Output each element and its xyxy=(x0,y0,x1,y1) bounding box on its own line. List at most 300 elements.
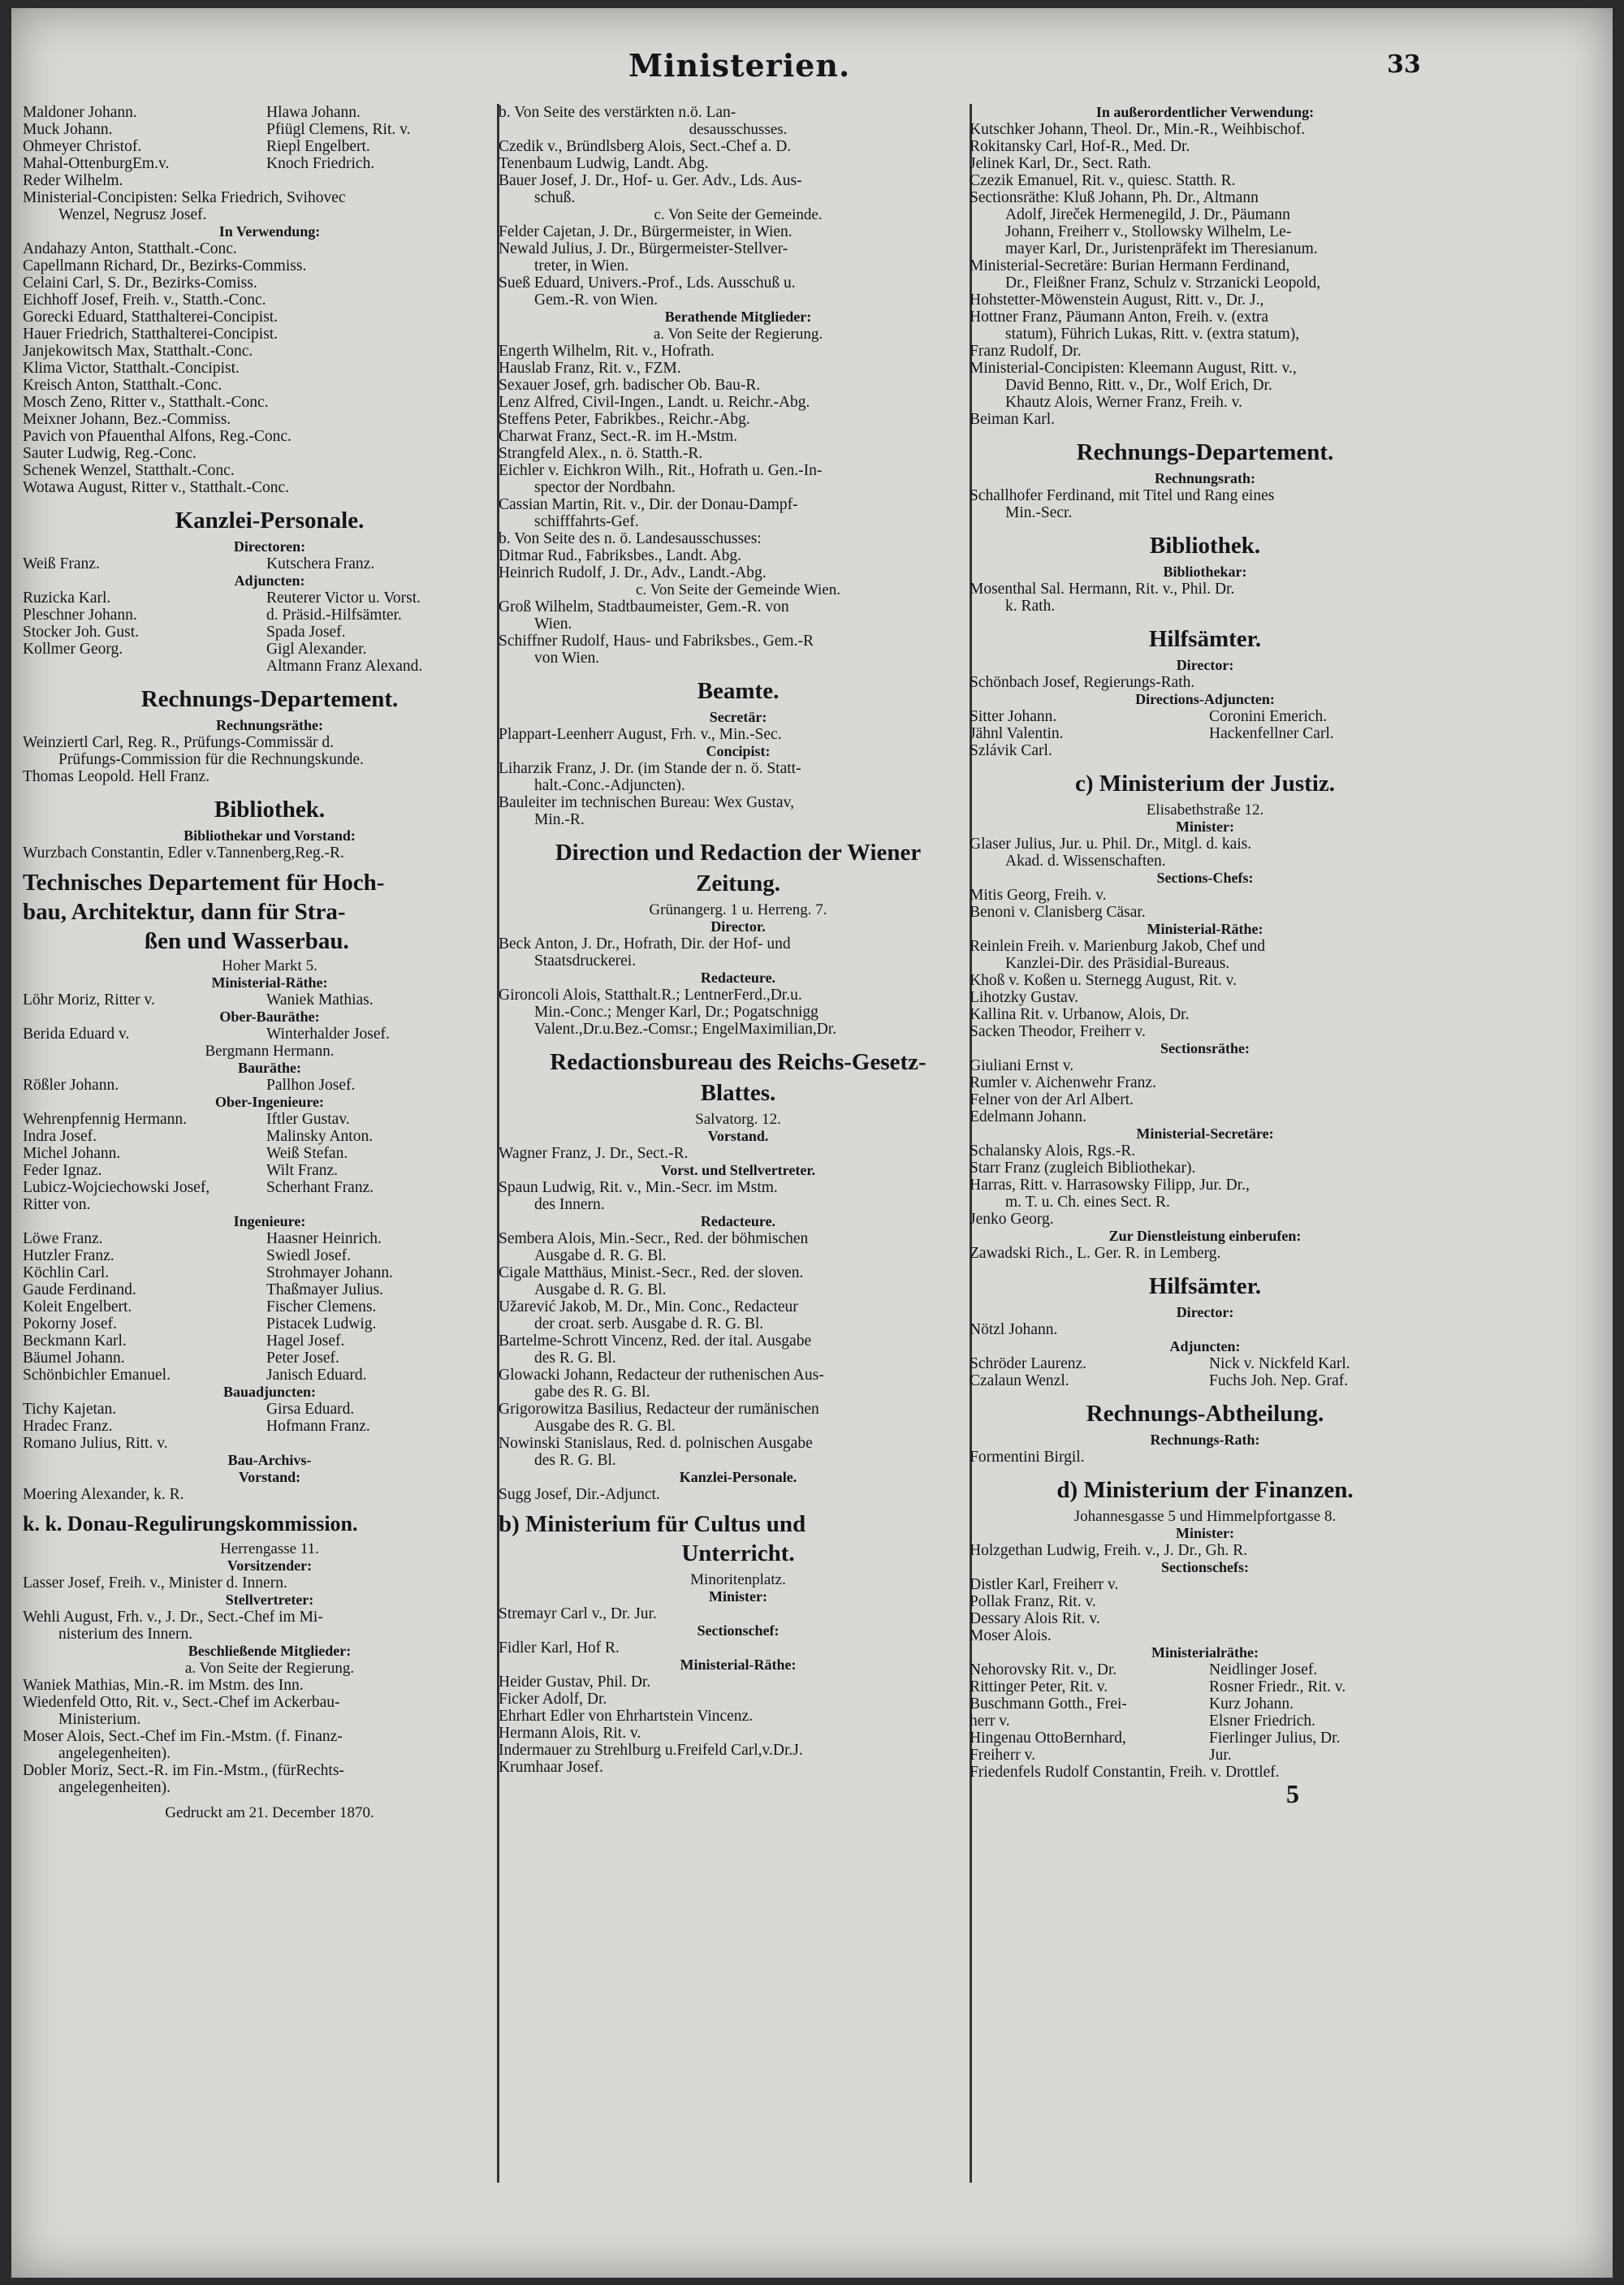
section-heading: Hilfsämter. xyxy=(1148,626,1262,652)
page-header xyxy=(11,47,1613,96)
list-item-entry: Swiedl Josef. xyxy=(266,1247,351,1264)
list-item-entry: Thaßmayer Julius. xyxy=(266,1281,384,1298)
list-item-entry: Reder Wilhelm. xyxy=(23,172,123,189)
list-item: David Benno, Ritt. v., Dr., Wolf Erich, Dr. xyxy=(1005,377,1272,394)
list-item-entry: Pleschner Johann. xyxy=(23,607,137,624)
list-item: Moering Alexander, k. R. xyxy=(23,1486,184,1503)
list-item xyxy=(23,1367,516,1384)
section-heading: Bibliothek. xyxy=(214,797,326,823)
section-subheading: Ministerial-Räthe: xyxy=(1147,921,1263,937)
list-item-entry: Altmann Franz Alexand. xyxy=(266,658,423,675)
list-item: Ministerial-Concipisten: Selka Friedrich, Svihovec xyxy=(23,189,346,206)
section-subheading: Adjuncten: xyxy=(1169,1338,1241,1354)
list-item xyxy=(970,708,1440,725)
list-item xyxy=(23,555,516,572)
list-item: Adolf, Jireček Hermenegild, J. Dr., Päumann xyxy=(1005,206,1290,223)
list-item: des R. G. Bl. xyxy=(534,1452,616,1469)
list-item: Distler Karl, Freiherr v. xyxy=(970,1576,1119,1593)
list-item-entry: Strohmayer Johann. xyxy=(266,1264,393,1281)
list-item: Kreisch Anton, Statthalt.-Conc. xyxy=(23,377,222,394)
section-subheading: Minister: xyxy=(1176,819,1234,835)
list-item-entry: Riepl Engelbert. xyxy=(266,138,370,155)
list-item: Wurzbach Constantin, Edler v.Tannenberg,Reg.-R. xyxy=(23,844,344,862)
list-item-entry: Pallhon Josef. xyxy=(266,1077,356,1094)
list-item: Plappart-Leenherr August, Frh. v., Min.-Sec. xyxy=(499,726,782,743)
list-item xyxy=(23,991,516,1009)
section-subheading: Redacteure. xyxy=(700,1213,776,1229)
list-item xyxy=(970,1730,1440,1747)
list-item: Sexauer Josef, grh. badischer Ob. Bau-R. xyxy=(499,377,761,394)
section-subheading: Directoren: xyxy=(233,538,306,555)
section-subheading: Sectionschefs: xyxy=(1161,1559,1249,1575)
list-item: Thomas Leopold. Hell Franz. xyxy=(23,768,210,785)
section-heading: Zeitung. xyxy=(696,870,780,896)
list-item xyxy=(23,1401,516,1418)
section-subheading: Bauadjuncten: xyxy=(222,1384,317,1400)
list-item: Grigorowitza Basilius, Redacteur der rumänischen xyxy=(499,1401,819,1418)
list-item: Pollak Franz, Rit. v. xyxy=(970,1593,1096,1610)
list-item-entry: Gaude Ferdinand. xyxy=(23,1281,136,1298)
list-item: Wehli August, Frh. v., J. Dr., Sect.-Chef im Mi- xyxy=(23,1609,323,1626)
list-item: Schalansky Alois, Rgs.-R. xyxy=(970,1142,1136,1160)
section-heading: Unterricht. xyxy=(681,1540,795,1566)
list-item: treter, in Wien. xyxy=(534,257,629,274)
list-item-entry: Freiherr v. xyxy=(970,1747,1036,1764)
section-subheading: Ministerialräthe: xyxy=(1151,1644,1259,1661)
list-item-entry: Coronini Emerich. xyxy=(1209,708,1328,725)
list-item xyxy=(970,725,1440,742)
list-item-entry: Muck Johann. xyxy=(23,121,113,138)
list-item: Prüfungs-Commission für die Rechnungskunde. xyxy=(58,751,364,768)
list-item-entry: Hingenau OttoBernhard, xyxy=(970,1730,1126,1747)
list-item: Gorecki Eduard, Statthalterei-Concipist. xyxy=(23,309,279,326)
list-item: Starr Franz (zugleich Bibliothekar). xyxy=(970,1160,1196,1177)
section-subheading: Concipist: xyxy=(706,743,771,759)
list-item: Wagner Franz, J. Dr., Sect.-R. xyxy=(499,1145,689,1162)
section-subheading: b. Von Seite des verstärkten n.ö. Lan- xyxy=(499,104,736,121)
list-item: Ditmar Rud., Fabriksbes., Landt. Abg. xyxy=(499,547,741,564)
list-item-entry: Jähnl Valentin. xyxy=(970,725,1064,742)
list-item xyxy=(23,155,516,172)
list-item: Dr., Fleißner Franz, Schulz v. Strzanicki Leopold, xyxy=(1005,274,1321,292)
list-item: Heinrich Rudolf, J. Dr., Adv., Landt.-Abg. xyxy=(499,564,767,581)
list-item: Užarević Jakob, M. Dr., Min. Conc., Redacteur xyxy=(499,1298,798,1315)
list-item xyxy=(23,1333,516,1350)
section-heading: ßen und Wasserbau. xyxy=(145,928,349,954)
list-item xyxy=(23,121,516,138)
list-item: Czezik Emanuel, Rit. v., quiesc. Statth. R. xyxy=(970,172,1236,189)
list-item-entry: Hradec Franz. xyxy=(23,1418,113,1435)
list-item: Krumhaar Josef. xyxy=(499,1759,603,1776)
list-item: Lenz Alfred, Civil-Ingen., Landt. u. Reichr.-Abg. xyxy=(499,394,810,411)
list-item xyxy=(23,1298,516,1315)
list-item: nisterium des Innern. xyxy=(58,1626,193,1643)
list-item-entry: Janisch Eduard. xyxy=(266,1367,367,1384)
list-item: Liharzik Franz, J. Dr. (im Stande der n. ö. Statt- xyxy=(499,760,801,777)
list-item: Sueß Eduard, Univers.-Prof., Lds. Ausschuß u. xyxy=(499,274,796,292)
list-item: Ministerium. xyxy=(58,1711,141,1728)
list-item xyxy=(23,1026,516,1043)
list-item: Wien. xyxy=(534,616,572,633)
list-item-entry: Nehorovsky Rit. v., Dr. xyxy=(970,1661,1117,1678)
list-item-entry: Koleit Engelbert. xyxy=(23,1298,132,1315)
list-item-entry: Romano Julius, Ritt. v. xyxy=(23,1435,168,1452)
section-heading: k. k. Donau-Regulirungskommission. xyxy=(23,1512,358,1536)
document-page xyxy=(11,8,1613,2278)
list-item-entry: Buschmann Gotth., Frei- xyxy=(970,1695,1127,1713)
list-item: Wiedenfeld Otto, Rit. v., Sect.-Chef im Ackerbau- xyxy=(23,1694,340,1711)
list-item xyxy=(23,1350,516,1367)
list-item: Steffens Peter, Fabrikbes., Reichr.-Abg. xyxy=(499,411,750,428)
list-item-entry: Feder Ignaz. xyxy=(23,1162,102,1179)
list-item: Newald Julius, J. Dr., Bürgermeister-Stellver- xyxy=(499,240,788,257)
section-subheading: a. Von Seite der Regierung. xyxy=(653,326,823,343)
list-item: Jenko Georg. xyxy=(970,1211,1054,1228)
section-subheading: Minister: xyxy=(1176,1525,1234,1541)
list-item: Ministerial-Concipisten: Kleemann August, Ritt. v., xyxy=(970,360,1297,377)
list-item-entry: Hagel Josef. xyxy=(266,1333,345,1350)
section-subheading: Bauräthe: xyxy=(238,1060,301,1076)
section-subheading: Sectionschef: xyxy=(697,1622,780,1639)
list-item xyxy=(970,1355,1440,1372)
list-item: angelegenheiten). xyxy=(58,1745,171,1762)
list-item: Sauter Ludwig, Reg.-Conc. xyxy=(23,445,197,462)
list-item-entry xyxy=(258,1435,502,1452)
section-subheading: b. Von Seite des n. ö. Landesausschusses: xyxy=(499,530,762,547)
list-item-entry: Indra Josef. xyxy=(23,1128,97,1145)
list-item: Ministerial-Secretäre: Burian Hermann Ferdinand, xyxy=(970,257,1290,274)
list-item xyxy=(23,658,516,675)
list-item: Czedik v., Bründlsberg Alois, Sect.-Chef a. D. xyxy=(499,138,792,155)
section-subheading: Director. xyxy=(710,918,766,935)
list-item-entry: Ohmeyer Christof. xyxy=(23,138,142,155)
list-item: Ficker Adolf, Dr. xyxy=(499,1691,607,1708)
list-item-entry: Löwe Franz. xyxy=(23,1230,103,1247)
address: Grünangerg. 1 u. Herreng. 7. xyxy=(649,901,827,918)
list-item: halt.-Conc.-Adjuncten). xyxy=(534,777,685,794)
list-item-entry: Kurz Johann. xyxy=(1209,1695,1294,1713)
list-item: Cigale Matthäus, Minist.-Secr., Red. der sloven. xyxy=(499,1264,804,1281)
list-item: von Wien. xyxy=(534,650,600,667)
list-item: Staatsdruckerei. xyxy=(534,952,637,970)
section-subheading: Zur Dienstleistung einberufen: xyxy=(1108,1228,1302,1244)
section-subheading: In außerordentlicher Verwendung: xyxy=(1095,104,1315,120)
list-item: spector der Nordbahn. xyxy=(534,479,676,496)
section-subheading: Rechnungs-Rath: xyxy=(1150,1432,1260,1448)
list-item-entry: Jur. xyxy=(1209,1747,1232,1764)
section-heading: Blattes. xyxy=(700,1080,776,1106)
list-item: angelegenheiten). xyxy=(58,1779,171,1796)
list-item: Hermann Alois, Rit. v. xyxy=(499,1725,641,1742)
list-item: Dobler Moriz, Sect.-R. im Fin.-Mstm., (fürRechts- xyxy=(23,1762,344,1779)
list-item-entry: Fuchs Joh. Nep. Graf. xyxy=(1209,1372,1349,1389)
list-item: des R. G. Bl. xyxy=(534,1350,616,1367)
list-item: Schenek Wenzel, Statthalt.-Conc. xyxy=(23,462,235,479)
list-item xyxy=(23,1435,516,1452)
section-subheading: Ministerial-Räthe: xyxy=(211,974,328,991)
list-item: Harras, Ritt. v. Harrasowsky Filipp, Jur. Dr., xyxy=(970,1177,1250,1194)
list-item: schuß. xyxy=(534,189,576,206)
list-item: Schallhofer Ferdinand, mit Titel und Rang eines xyxy=(970,487,1275,504)
list-item: Holzgethan Ludwig, Freih. v., J. Dr., Gh. R. xyxy=(970,1542,1248,1559)
list-item-entry: Gigl Alexander. xyxy=(266,641,367,658)
list-item-entry: herr v. xyxy=(970,1713,1010,1730)
section-heading: Hilfsämter. xyxy=(1148,1273,1262,1299)
list-item: Lihotzky Gustav. xyxy=(970,989,1079,1006)
list-item xyxy=(23,172,516,189)
list-item-entry xyxy=(258,1196,502,1213)
list-item: Johann, Freiherr v., Stollowsky Wilhelm, Le- xyxy=(1005,223,1292,240)
section-heading: b) Ministerium für Cultus und xyxy=(499,1511,806,1537)
list-item-entry: Weiß Franz. xyxy=(23,555,100,572)
list-item-entry: Mahal-OttenburgEm.v. xyxy=(23,155,170,172)
list-item: Sectionsräthe: Kluß Johann, Ph. Dr., Altmann xyxy=(970,189,1259,206)
list-item-entry: d. Präsid.-Hilfsämter. xyxy=(266,607,402,624)
list-item: Min.-Secr. xyxy=(1005,504,1073,521)
list-item xyxy=(23,1247,516,1264)
section-subheading: Ober-Ingenieure: xyxy=(215,1094,324,1110)
list-item: Akad. d. Wissenschaften. xyxy=(1005,853,1166,870)
list-item: Fidler Karl, Hof R. xyxy=(499,1639,620,1657)
list-item-entry: Rittinger Peter, Rit. v. xyxy=(970,1678,1108,1695)
list-item: Janjekowitsch Max, Statthalt.-Conc. xyxy=(23,343,253,360)
section-subheading: Secretär: xyxy=(709,709,767,725)
list-item-entry: Wehrenpfennig Hermann. xyxy=(23,1111,188,1128)
list-item: Ausgabe des R. G. Bl. xyxy=(534,1418,676,1435)
page-number: 33 xyxy=(1387,50,1421,79)
list-item: k. Rath. xyxy=(1005,598,1056,615)
list-item: Capellmann Richard, Dr., Bezirks-Commiss. xyxy=(23,257,307,274)
list-item-entry: Rosner Friedr., Rit. v. xyxy=(1209,1678,1346,1695)
list-item: Moser Alois. xyxy=(970,1627,1052,1644)
list-item: Min.-Conc.; Menger Karl, Dr.; Pogatschnigg xyxy=(534,1004,818,1021)
section-subheading: Sectionsräthe: xyxy=(1160,1040,1250,1056)
list-item xyxy=(23,138,516,155)
list-item: Weinziertl Carl, Reg. R., Prüfungs-Commissär d. xyxy=(23,734,334,751)
list-item xyxy=(23,1281,516,1298)
section-heading: d) Ministerium der Finanzen. xyxy=(1056,1477,1354,1503)
page-title: Ministerien. xyxy=(628,47,851,84)
list-item-entry: Weiß Stefan. xyxy=(266,1145,348,1162)
list-item-entry xyxy=(258,172,502,189)
list-item: Reinlein Freih. v. Marienburg Jakob, Chef und xyxy=(970,938,1265,955)
list-item: Hohstetter-Möwenstein August, Ritt. v., Dr. J., xyxy=(970,292,1264,309)
list-item: Celaini Carl, S. Dr., Bezirks-Comiss. xyxy=(23,274,257,292)
list-item-entry: Szlávik Carl. xyxy=(970,742,1052,759)
list-item: Mosch Zeno, Ritter v., Statthalt.-Conc. xyxy=(23,394,269,411)
list-item: Hauslab Franz, Rit. v., FZM. xyxy=(499,360,681,377)
list-item-entry: Berida Eduard v. xyxy=(23,1026,130,1043)
list-item: Beck Anton, J. Dr., Hofrath, Dir. der Hof- und xyxy=(499,935,791,952)
list-item-entry: Schröder Laurenz. xyxy=(970,1355,1087,1372)
list-item xyxy=(970,1372,1440,1389)
list-item-entry: Hlawa Johann. xyxy=(266,104,361,121)
list-item: Zawadski Rich., L. Ger. R. in Lemberg. xyxy=(970,1245,1221,1262)
section-subheading: Director: xyxy=(1176,657,1234,673)
list-item-entry: Knoch Friedrich. xyxy=(266,155,375,172)
list-item: Friedenfels Rudolf Constantin, Freih. v. Drottlef. xyxy=(970,1764,1280,1781)
list-item-entry: Löhr Moriz, Ritter v. xyxy=(23,991,155,1009)
list-item: Tenenbaum Ludwig, Landt. Abg. xyxy=(499,155,709,172)
section-subheading: Stellvertreter: xyxy=(225,1592,314,1608)
list-item: Bartelme-Schrott Vincenz, Red. der ital. Ausgabe xyxy=(499,1333,812,1350)
list-item: Waniek Mathias, Min.-R. im Mstm. des Inn. xyxy=(23,1677,304,1694)
list-item: m. T. u. Ch. eines Sect. R. xyxy=(1005,1194,1170,1211)
list-item xyxy=(23,1179,516,1196)
section-subheading: Berathende Mitglieder: xyxy=(664,309,812,325)
section-subheading: Ingenieure: xyxy=(233,1213,306,1229)
list-item-entry: Spada Josef. xyxy=(266,624,346,641)
section-heading: c) Ministerium der Justiz. xyxy=(1074,771,1336,797)
list-item: Schiffner Rudolf, Haus- und Fabriksbes., Gem.-R xyxy=(499,633,814,650)
list-item xyxy=(970,1747,1440,1764)
list-item-entry: Wilt Franz. xyxy=(266,1162,339,1179)
section-heading: Technisches Departement für Hoch- xyxy=(23,870,385,896)
list-item: Giuliani Ernst v. xyxy=(970,1057,1074,1074)
section-subheading: Bibliothekar und Vorstand: xyxy=(184,827,356,844)
list-item: Hauer Friedrich, Statthalterei-Concipist. xyxy=(23,326,279,343)
list-item-entry: Haasner Heinrich. xyxy=(266,1230,382,1247)
list-item xyxy=(970,1713,1440,1730)
section-subheading: Sections-Chefs: xyxy=(1156,870,1254,886)
list-item-entry: Hackenfellner Carl. xyxy=(1209,725,1334,742)
list-item: Mitis Georg, Freih. v. xyxy=(970,887,1107,904)
list-item: Bauer Josef, J. Dr., Hof- u. Ger. Adv., Lds. Aus- xyxy=(499,172,802,189)
section-heading: Rechnungs-Abtheilung. xyxy=(1086,1401,1324,1427)
list-item-entry: Maldoner Johann. xyxy=(23,104,137,121)
list-item: Eichhoff Josef, Freih. v., Statth.-Conc. xyxy=(23,292,266,309)
section-subheading: c. Von Seite der Gemeinde Wien. xyxy=(636,581,840,598)
section-subheading: Rechnungsräthe: xyxy=(215,717,323,733)
list-item: Glaser Julius, Jur. u. Phil. Dr., Mitgl. d. kais. xyxy=(970,836,1252,853)
address: Minoritenplatz. xyxy=(690,1571,786,1588)
list-item: mayer Karl, Dr., Juristenpräfekt im Theresianum. xyxy=(1005,240,1318,257)
list-item-entry: Girsa Eduard. xyxy=(266,1401,355,1418)
section-subheading: Ministerial-Secretäre: xyxy=(1136,1125,1274,1142)
list-item: Sembera Alois, Min.-Secr., Red. der böhmischen xyxy=(499,1230,809,1247)
signature-mark: 5 xyxy=(1286,1779,1299,1808)
list-item: Felner von der Arl Albert. xyxy=(970,1091,1134,1108)
list-item: Strangfeld Alex., n. ö. Statth.-R. xyxy=(499,445,703,462)
list-item-entry xyxy=(23,658,258,675)
list-item-entry: Ritter von. xyxy=(23,1196,91,1213)
list-item: Gironcoli Alois, Statthalt.R.; LentnerFerd.,Dr.u. xyxy=(499,987,802,1004)
list-item-entry: Tichy Kajetan. xyxy=(23,1401,117,1418)
list-item: Kallina Rit. v. Urbanow, Alois, Dr. xyxy=(970,1006,1190,1023)
list-item: Eichler v. Eichkron Wilh., Rit., Hofrath u. Gen.-In- xyxy=(499,462,823,479)
list-item: Engerth Wilhelm, Rit. v., Hofrath. xyxy=(499,343,715,360)
list-item: schifffahrts-Gef. xyxy=(534,513,639,530)
list-item: Moser Alois, Sect.-Chef im Fin.-Mstm. (f. Finanz- xyxy=(23,1728,343,1745)
list-item-entry: Pfiügl Clemens, Rit. v. xyxy=(266,121,411,138)
list-item: Benoni v. Clanisberg Cäsar. xyxy=(970,904,1146,921)
list-item: Spaun Ludwig, Rit. v., Min.-Secr. im Mstm. xyxy=(499,1179,778,1196)
section-subheading: Ober-Bauräthe: xyxy=(219,1009,320,1025)
list-item-entry: Köchlin Carl. xyxy=(23,1264,110,1281)
list-item-entry: Winterhalder Josef. xyxy=(266,1026,390,1043)
list-item-entry: Michel Johann. xyxy=(23,1145,121,1162)
list-item: gabe des R. G. Bl. xyxy=(534,1384,650,1401)
list-item: Kutschker Johann, Theol. Dr., Min.-R., Weihbischof. xyxy=(970,121,1306,138)
list-item: Stremayr Carl v., Dr. Jur. xyxy=(499,1605,657,1622)
section-subheading: Director: xyxy=(1176,1304,1234,1320)
list-item: Groß Wilhelm, Stadtbaumeister, Gem.-R. von xyxy=(499,598,789,616)
list-item xyxy=(23,1128,516,1145)
list-item-entry: Waniek Mathias. xyxy=(266,991,374,1009)
list-item: Felder Cajetan, J. Dr., Bürgermeister, in Wien. xyxy=(499,223,793,240)
section-heading: Kanzlei-Personale. xyxy=(175,508,365,533)
list-item-entry: Schönbichler Emanuel. xyxy=(23,1367,171,1384)
list-item-entry: Neidlinger Josef. xyxy=(1209,1661,1318,1678)
list-item xyxy=(23,590,516,607)
list-item xyxy=(23,104,516,121)
list-item: Kanzlei-Dir. des Präsidial-Bureaus. xyxy=(1005,955,1230,972)
section-subheading: c. Von Seite der Gemeinde. xyxy=(654,206,823,223)
list-item-entry: Reuterer Victor u. Vorst. xyxy=(266,590,421,607)
list-item: Indermauer zu Strehlburg u.Freifeld Carl,v.Dr.J. xyxy=(499,1742,803,1759)
list-item: Khautz Alois, Werner Franz, Freih. v. xyxy=(1005,394,1242,411)
list-item: Bauleiter im technischen Bureau: Wex Gustav, xyxy=(499,794,794,811)
section-heading: Direction und Redaction der Wiener xyxy=(555,840,922,866)
section-heading: Rechnungs-Departement. xyxy=(1076,439,1334,465)
column-1 xyxy=(23,104,516,1821)
address: Johannesgasse 5 und Himmelpfortgasse 8. xyxy=(1073,1508,1337,1525)
section-heading: bau, Architektur, dann für Stra- xyxy=(23,899,346,925)
list-item: Lasser Josef, Freih. v., Minister d. Innern. xyxy=(23,1574,287,1592)
section-subheading: Bau-Archivs- xyxy=(227,1452,312,1468)
list-item-entry: Pistacek Ludwig. xyxy=(266,1315,377,1333)
list-item-entry: Elsner Friedrich. xyxy=(1209,1713,1316,1730)
list-item-entry: Hutzler Franz. xyxy=(23,1247,114,1264)
address: Salvatorg. 12. xyxy=(695,1111,781,1128)
section-heading: Redactionsbureau des Reichs-Gesetz- xyxy=(550,1049,926,1075)
list-item-entry: Stocker Joh. Gust. xyxy=(23,624,139,641)
list-item: Wotawa August, Ritter v., Statthalt.-Conc. xyxy=(23,479,290,496)
list-item-entry: Iftler Gustav. xyxy=(266,1111,350,1128)
address: Elisabethstraße 12. xyxy=(1146,801,1264,819)
list-item: Klima Victor, Statthalt.-Concipist. xyxy=(23,360,240,377)
list-item-entry: Fierlinger Julius, Dr. xyxy=(1209,1730,1341,1747)
list-item: Charwat Franz, Sect.-R. im H.-Mstm. xyxy=(499,428,738,445)
list-item xyxy=(23,607,516,624)
section-subheading: desausschusses. xyxy=(689,121,788,138)
list-item: Sugg Josef, Dir.-Adjunct. xyxy=(499,1486,660,1503)
list-item-entry: Kutschera Franz. xyxy=(266,555,375,572)
list-item: Rumler v. Aichenwehr Franz. xyxy=(970,1074,1156,1091)
list-item xyxy=(23,1077,516,1094)
list-item: Sacken Theodor, Freiherr v. xyxy=(970,1023,1146,1040)
list-item xyxy=(970,1678,1440,1695)
list-item: des Innern. xyxy=(534,1196,605,1213)
list-item: Pavich von Pfauenthal Alfons, Reg.-Conc. xyxy=(23,428,292,445)
list-item: Mosenthal Sal. Hermann, Rit. v., Phil. Dr. xyxy=(970,581,1235,598)
list-item: der croat. serb. Ausgabe d. R. G. Bl. xyxy=(534,1315,764,1333)
section-subheading: Vorst. und Stellvertreter. xyxy=(660,1162,816,1178)
list-item: Ausgabe d. R. G. Bl. xyxy=(534,1281,667,1298)
print-date: Gedruckt am 21. December 1870. xyxy=(165,1804,374,1821)
list-item: Nowinski Stanislaus, Red. d. polnischen Ausgabe xyxy=(499,1435,813,1452)
section-subheading: Rechnungsrath: xyxy=(1154,470,1255,486)
section-subheading: In Verwendung: xyxy=(218,223,321,240)
column-3 xyxy=(970,104,1440,1808)
list-item xyxy=(23,1196,516,1213)
list-item: Schönbach Josef, Regierungs-Rath. xyxy=(970,674,1195,691)
list-item: Glowacki Johann, Redacteur der ruthenischen Aus- xyxy=(499,1367,824,1384)
list-item-entry: Czalaun Wenzl. xyxy=(970,1372,1069,1389)
list-item: Gem.-R. von Wien. xyxy=(534,292,659,309)
list-item-entry xyxy=(1201,742,1440,759)
list-item xyxy=(23,624,516,641)
